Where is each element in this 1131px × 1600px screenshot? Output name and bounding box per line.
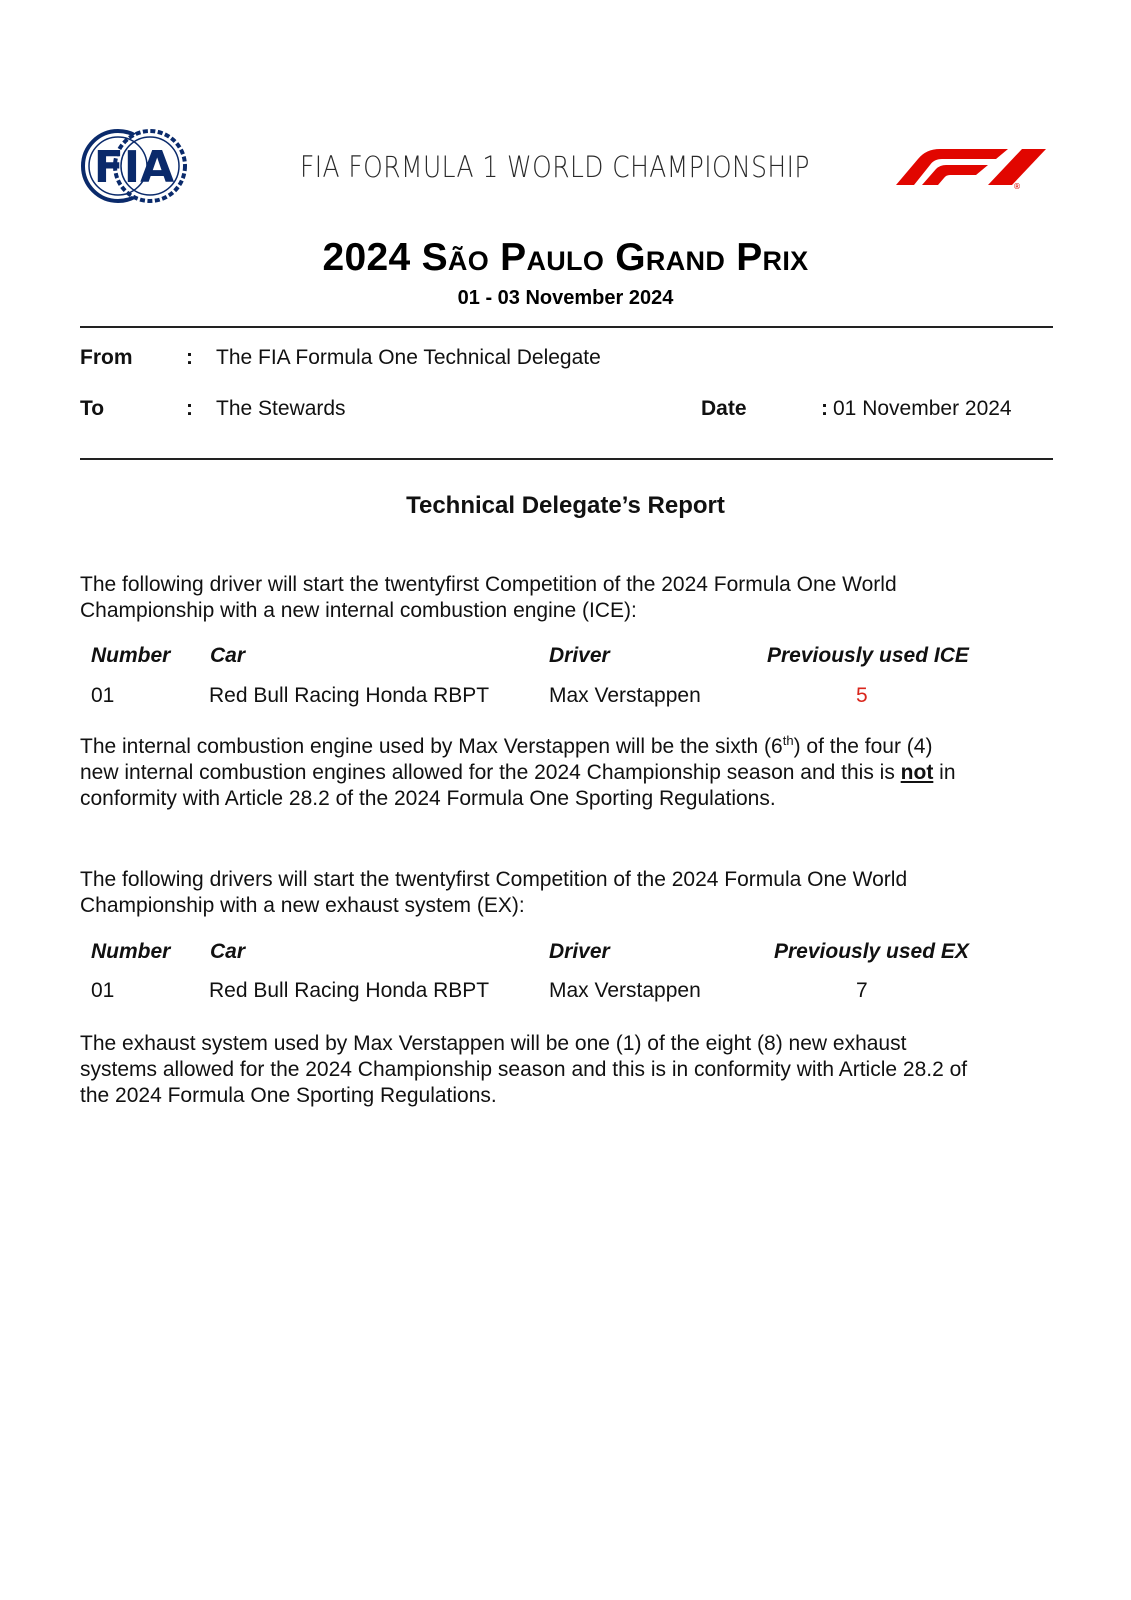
ice-header-number: Number (91, 644, 171, 667)
ex-intro (80, 867, 1060, 919)
f1-logo (896, 145, 1056, 190)
ice-header-previous: Previously used ICE (767, 644, 969, 667)
ex-header-car: Car (210, 940, 246, 963)
ex-row-car: Red Bull Racing Honda RBPT (209, 979, 490, 1002)
ex-intro-line1: The following drivers will start the twentyfirst Competition of the 2024 Formula One World (80, 868, 908, 891)
ice-note-line2 (80, 760, 1060, 786)
ice-note-line1 (80, 734, 1060, 760)
fia-logo-text: FIA (93, 142, 175, 193)
ice-note (80, 734, 1060, 812)
ice-note-line3: conformity with Article 28.2 of the 2024 Formula One Sporting Regulations. (80, 787, 776, 810)
to-value: The Stewards (216, 397, 346, 420)
date-value: 01 November 2024 (833, 397, 1012, 420)
date-label: Date (701, 397, 747, 420)
event-dates: 01 - 03 November 2024 (457, 287, 674, 309)
ice-note-line2a: new internal combustion engines allowed for the 2024 Championship season and this is (80, 761, 901, 784)
divider-bottom (80, 458, 1053, 460)
ice-note-not: not (900, 761, 934, 784)
ex-header-driver: Driver (549, 940, 610, 963)
ice-intro-line2: Championship with a new internal combustion engine (ICE): (80, 599, 637, 622)
ex-intro-line2: Championship with a new exhaust system (EX): (80, 894, 525, 917)
championship-title: FIA FORMULA 1 WORLD CHAMPIONSHIP (300, 150, 810, 184)
ice-header-driver: Driver (549, 644, 610, 667)
ex-row-previous: 7 (856, 979, 868, 1002)
ex-note (80, 1031, 1060, 1109)
ice-note-part1: The internal combustion engine used by Max Verstappen will be the sixth (6 (80, 735, 783, 758)
ice-intro-line1: The following driver will start the twentyfirst Competition of the 2024 Formula One World (80, 573, 897, 596)
ice-intro (80, 572, 1060, 624)
from-value: The FIA Formula One Technical Delegate (216, 346, 601, 369)
ice-row-previous: 5 (856, 684, 868, 707)
ex-note-line1: The exhaust system used by Max Verstappen will be one (1) of the eight (8) new exhaust (80, 1032, 907, 1055)
to-colon: : (186, 397, 193, 420)
ex-header-number: Number (91, 940, 171, 963)
grand-prix-title: 2024 São Paulo Grand Prix (322, 236, 809, 279)
ice-row-car: Red Bull Racing Honda RBPT (209, 684, 490, 707)
date-colon: : (821, 397, 828, 420)
fia-logo (80, 128, 188, 204)
svg-text:®: ® (1013, 182, 1021, 190)
from-label: From (80, 346, 133, 369)
to-label: To (80, 397, 105, 420)
ice-note-part2: ) of the four (4) (793, 735, 933, 758)
ice-header-car: Car (210, 644, 246, 667)
divider-top (80, 326, 1053, 328)
report-title: Technical Delegate’s Report (406, 492, 725, 519)
ice-row-number: 01 (91, 684, 115, 707)
ice-note-line2b: in (933, 761, 956, 784)
ex-header-previous: Previously used EX (774, 940, 969, 963)
ex-row-driver: Max Verstappen (549, 979, 701, 1002)
ex-note-line2: systems allowed for the 2024 Championship season and this is in conformity with Article 28.2 of (80, 1058, 968, 1081)
ice-row-driver: Max Verstappen (549, 684, 701, 707)
from-colon: : (186, 346, 193, 369)
ex-row-number: 01 (91, 979, 115, 1002)
ice-note-sup: th (782, 733, 794, 748)
ex-note-line3: the 2024 Formula One Sporting Regulations. (80, 1084, 497, 1107)
